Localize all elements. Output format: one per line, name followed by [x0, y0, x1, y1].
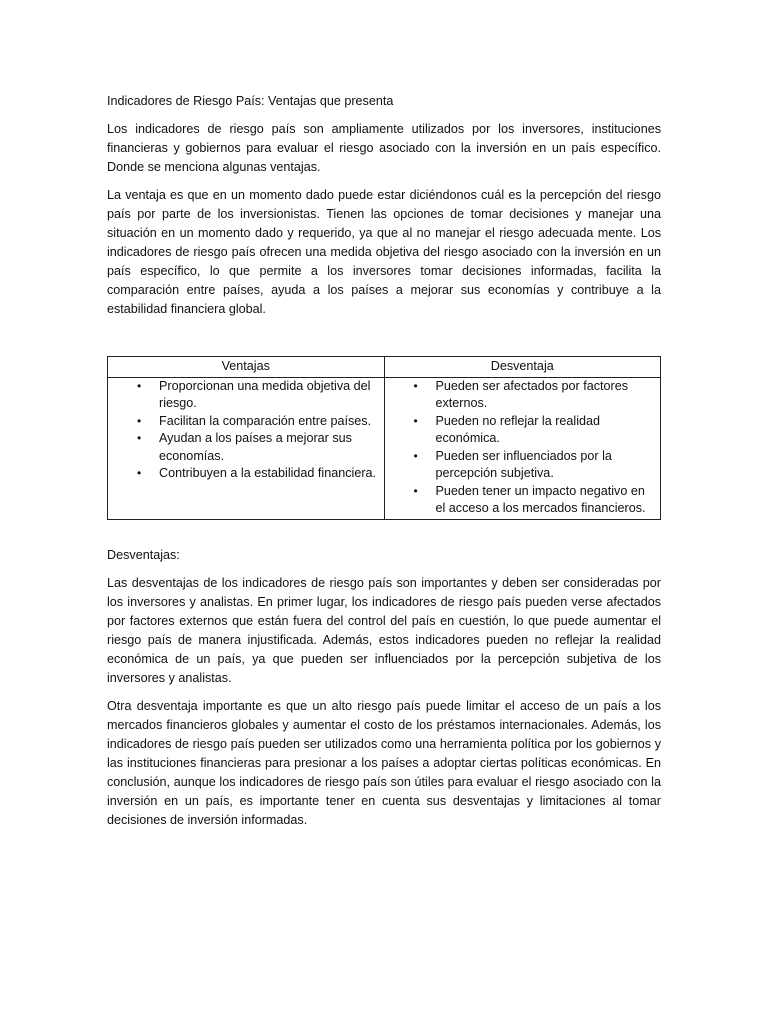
- conclusion-paragraph: Otra desventaja importante es que un alto riesgo país puede limitar el acceso de un país a los mercados financieros globales y aumentar el costo de los préstamos internacionales. Además, los indicadores de riesgo país pueden ser utilizados como una herramienta política por los gobiernos y las instituciones financieras para presionar a los países a adoptar ciertas políticas económicas. En conclusión, aunque los indicadores de riesgo país son útiles para evaluar el riesgo asociado con la inversión en un país, es importante tener en cuenta sus desventajas y limitaciones al tomar decisiones de inversión informadas.: [107, 698, 661, 827]
- ventajas-list: [114, 378, 378, 483]
- list-item-text: Facilitan la comparación entre países.: [159, 413, 372, 428]
- bullet-icon: •: [413, 378, 418, 393]
- ventajas-cell: [108, 377, 385, 519]
- document-title: Indicadores de Riesgo País: Ventajas que presenta: [107, 94, 394, 108]
- list-item-text: Pueden ser influenciados por la percepción subjetiva.: [435, 448, 612, 480]
- spacer: [107, 328, 661, 356]
- list-item: [413, 413, 655, 448]
- document-content: [107, 92, 661, 839]
- ventaja-paragraph: La ventaja es que en un momento dado puede estar diciéndonos cuál es la percepción del riesgo país por parte de los inversionistas. Tienen las opciones de tomar decisiones y manejar una situación en un momento dado y requerido, ya que al no manejar el riesgo adecuada mente. Los indicadores de riesgo país ofrecen una medida objetiva del riesgo asociado con la inversión en un país específico, lo que permite a los inversores tomar decisiones informadas, facilita la comparación entre países, ayuda a los países a mejorar sus economías y contribuye a la estabilidad financiera global.: [107, 188, 661, 316]
- list-item-text: Proporcionan una medida objetiva del riesgo.: [159, 378, 371, 410]
- bullet-icon: •: [413, 413, 418, 428]
- list-item-text: Pueden ser afectados por factores externos.: [435, 378, 629, 410]
- list-item-text: Pueden no reflejar la realidad económica.: [435, 413, 601, 445]
- list-item: [413, 378, 655, 413]
- bullet-icon: •: [413, 483, 418, 498]
- list-item: [413, 483, 655, 518]
- list-item-text: Contribuyen a la estabilidad financiera.: [159, 466, 377, 480]
- table-row: [108, 377, 661, 519]
- bullet-icon: •: [137, 431, 142, 445]
- intro-paragraph: Los indicadores de riesgo país son ampliamente utilizados por los inversores, instituciones financieras y gobiernos para evaluar el riesgo asociado con la inversión en un país específico. Donde se menciona algunas ventajas.: [107, 122, 661, 174]
- bullet-icon: •: [137, 466, 142, 480]
- bullet-icon: •: [413, 448, 418, 463]
- list-item: [137, 430, 378, 465]
- desventajas-heading: Desventajas:: [107, 547, 180, 562]
- table-header-row: [108, 357, 661, 378]
- comparison-table: [107, 356, 661, 520]
- list-item: [413, 448, 655, 483]
- list-item: [137, 413, 378, 431]
- list-item-text: Pueden tener un impacto negativo en el acceso a los mercados financieros.: [435, 483, 646, 515]
- desventajas-paragraph: Las desventajas de los indicadores de riesgo país son importantes y deben ser consideradas por los inversores y analistas. En primer lugar, los indicadores de riesgo país pueden verse afectados por factores externos que están fuera del control del país en cuestión, lo que puede aumentar el riesgo país de manera injustificada. Además, estos indicadores pueden no reflejar la realidad económica de un país, ya que pueden ser influenciados por la percepción subjetiva de los inversores y analistas.: [107, 575, 661, 685]
- desventajas-list: [391, 378, 655, 518]
- list-item: [137, 378, 378, 413]
- column-header-desventaja: Desventaja: [384, 357, 661, 378]
- column-header-ventajas: Ventajas: [108, 357, 385, 378]
- bullet-icon: •: [137, 413, 142, 428]
- list-item: [137, 465, 378, 483]
- list-item-text: Ayudan a los países a mejorar sus economías.: [159, 431, 352, 463]
- desventajas-cell: [384, 377, 661, 519]
- bullet-icon: •: [137, 378, 142, 393]
